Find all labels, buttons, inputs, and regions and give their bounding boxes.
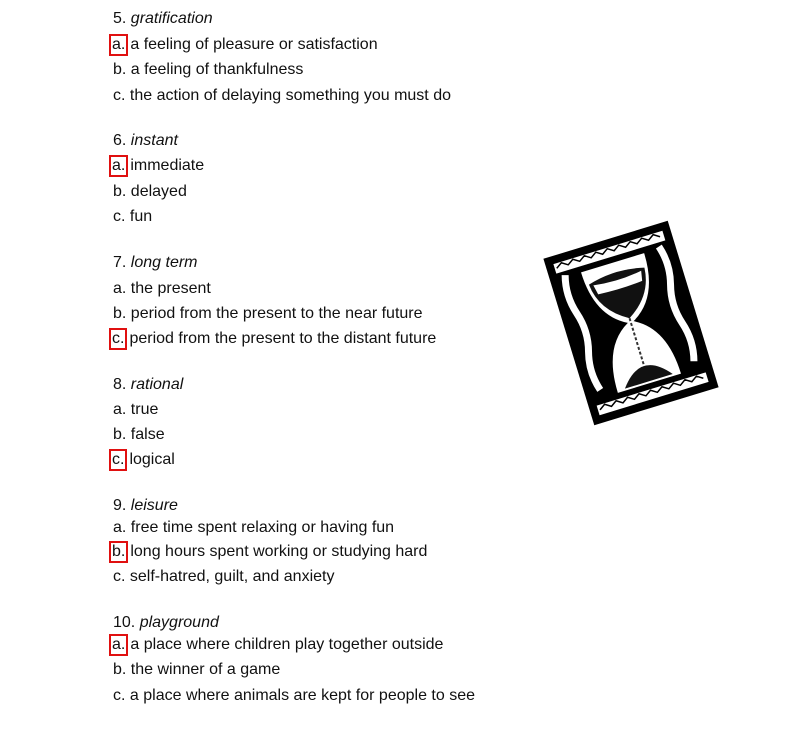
answer-box: c.: [109, 449, 127, 471]
question-word: leisure: [130, 497, 178, 514]
option-letter: a.: [113, 280, 127, 297]
question-8-option-a[interactable]: [113, 397, 158, 422]
question-number: 9.: [113, 497, 127, 514]
option-text: free time spent relaxing or having fun: [130, 519, 395, 536]
question-number: 6.: [113, 132, 127, 149]
question-5-option-c[interactable]: [113, 83, 451, 108]
option-text: the winner of a game: [130, 661, 281, 678]
hourglass-icon: [536, 214, 726, 432]
option-text: self-hatred, guilt, and anxiety: [129, 568, 335, 585]
question-6-heading: [113, 128, 178, 153]
option-text: period from the present to the near future: [130, 305, 423, 322]
answer-box: c.: [109, 328, 127, 350]
question-10-option-a[interactable]: [113, 632, 443, 657]
option-letter: a.: [113, 401, 127, 418]
option-text: false: [130, 426, 165, 443]
option-letter: b.: [113, 661, 127, 678]
option-text: period from the present to the distant future: [129, 330, 437, 347]
question-6-option-a[interactable]: [113, 153, 204, 178]
option-letter: c.: [113, 87, 126, 104]
option-text: a feeling of thankfulness: [130, 61, 304, 78]
option-text: a place where children play together outside: [130, 636, 444, 653]
answer-box: b.: [109, 541, 128, 563]
question-5-option-b[interactable]: [113, 57, 303, 82]
question-9-option-c[interactable]: [113, 564, 334, 589]
option-letter: c.: [113, 208, 126, 225]
option-text: the action of delaying something you must do: [129, 87, 451, 104]
question-5-heading: [113, 6, 213, 31]
question-number: 7.: [113, 254, 127, 271]
question-word: playground: [139, 614, 219, 631]
option-letter: b.: [113, 305, 127, 322]
question-7-option-b[interactable]: [113, 301, 423, 326]
answer-box: a.: [109, 634, 128, 656]
question-9-option-a[interactable]: [113, 515, 394, 540]
question-6-option-b[interactable]: [113, 179, 187, 204]
question-8-option-c[interactable]: [113, 447, 175, 472]
option-letter: b.: [113, 426, 127, 443]
option-text: long hours spent working or studying hard: [130, 543, 428, 560]
option-letter: b.: [113, 61, 127, 78]
option-letter: c.: [113, 568, 126, 585]
question-10-option-b[interactable]: [113, 657, 280, 682]
question-word: long term: [130, 254, 198, 271]
question-number: 5.: [113, 10, 127, 27]
answer-box: a.: [109, 34, 128, 56]
question-7-option-c[interactable]: [113, 326, 436, 351]
option-letter: c.: [113, 687, 126, 704]
question-6-option-c[interactable]: [113, 204, 152, 229]
option-letter: a.: [113, 519, 127, 536]
question-8-heading: [113, 372, 183, 397]
question-number: 8.: [113, 376, 127, 393]
option-text: true: [130, 401, 159, 418]
option-text: immediate: [130, 157, 205, 174]
option-letter: b.: [113, 183, 127, 200]
option-text: logical: [129, 451, 175, 468]
question-number: 10.: [113, 614, 136, 631]
answer-box: a.: [109, 155, 128, 177]
option-text: delayed: [130, 183, 187, 200]
question-8-option-b[interactable]: [113, 422, 165, 447]
question-word: gratification: [130, 10, 213, 27]
question-7-heading: [113, 250, 198, 275]
question-7-option-a[interactable]: [113, 276, 211, 301]
question-word: rational: [130, 376, 184, 393]
question-9-option-b[interactable]: [113, 539, 427, 564]
question-word: instant: [130, 132, 178, 149]
option-text: a place where animals are kept for people to see: [129, 687, 475, 704]
question-10-option-c[interactable]: [113, 683, 475, 708]
option-text: the present: [130, 280, 211, 297]
option-text: fun: [129, 208, 153, 225]
question-5-option-a[interactable]: [113, 32, 378, 57]
option-text: a feeling of pleasure or satisfaction: [130, 36, 378, 53]
